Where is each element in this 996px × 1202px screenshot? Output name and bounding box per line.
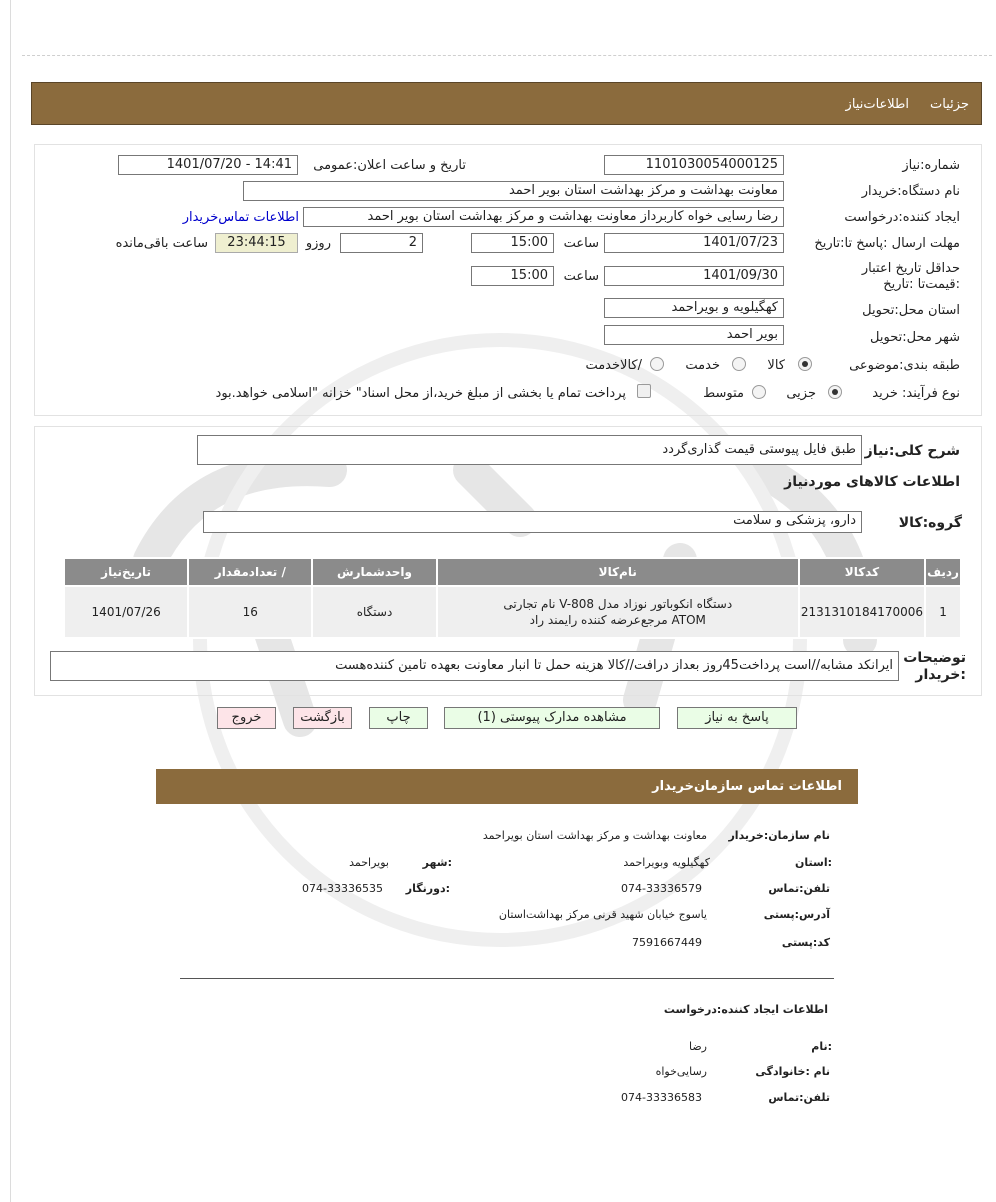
creator-phone-value: 074-33336583 (621, 1091, 702, 1104)
process-label: نوع فرآیند: خرید (872, 386, 960, 401)
details-header-bar (31, 82, 982, 125)
col-name: نام‌کالا (437, 558, 799, 586)
creator-name-value: رضا (688, 1040, 707, 1053)
col-date: تاریخ‌نیاز (64, 558, 188, 586)
contact-postal-label: کد:پستی (781, 936, 830, 949)
print-button[interactable]: چاپ (369, 707, 428, 729)
contact-city-label: :شهر (422, 856, 452, 869)
validity-label: حداقل تاریخ اعتبار :قیمت‌تا :تاریخ (861, 261, 960, 292)
contact-province-label: :استان (795, 856, 832, 869)
treasury-payment-checkbox[interactable] (637, 384, 651, 398)
attachments-button[interactable]: مشاهده مدارک پیوستی (1) (444, 707, 660, 729)
contact-postal-value: 7591667449 (632, 936, 702, 949)
contact-org-label: نام سازمان:خریدار (728, 829, 830, 842)
creator-phone-label: تلفن:تماس (768, 1091, 830, 1104)
category-both-label: /کالاخدمت (585, 358, 642, 373)
exit-button[interactable]: خروج (217, 707, 276, 729)
goods-table (63, 557, 962, 639)
creator-name-label: :نام (811, 1040, 832, 1053)
announce-label: تاریخ و ساعت اعلان:عمومی (313, 158, 466, 173)
process-medium-radio[interactable] (752, 385, 766, 399)
summary-field: طبق فایل پیوستی قیمت گذاری‌گردد (197, 435, 862, 465)
need-number-field: 1101030054000125 (604, 155, 784, 175)
deadline-time-field: 15:00 (471, 233, 554, 253)
buyer-contact-link[interactable]: اطلاعات تماس‌خریدار (182, 210, 299, 225)
remaining-time-display: 23:44:15 (215, 233, 298, 253)
process-small-label: جزیی (786, 386, 816, 401)
contact-address-label: آدرس:پستی (763, 908, 830, 921)
top-divider (22, 55, 992, 56)
days-label: روزو (305, 236, 331, 251)
process-small-radio[interactable] (828, 385, 842, 399)
category-label: طبقه بندی:موضوعی (849, 358, 960, 373)
process-medium-label: متوسط (703, 386, 744, 401)
cell-name-text: دستگاه انکوباتور نوزاد مدل V-808 نام تجارتی ATOM مرجع‌عرضه کننده رایمند راد (503, 597, 733, 627)
contact-province-value: کهگیلویه وبویراحمد (623, 856, 710, 869)
days-field: 2 (340, 233, 423, 253)
validity-time-label: ساعت (563, 269, 599, 284)
table-row (64, 586, 961, 638)
province-field: کهگیلویه و بویراحمد (604, 298, 784, 318)
cell-date: 1401/07/26 (64, 586, 188, 638)
category-service-label: خدمت (685, 358, 720, 373)
remaining-label: ساعت باقی‌مانده (115, 236, 208, 251)
col-unit: واحدشمارش (312, 558, 436, 586)
goods-table-header (64, 558, 961, 586)
announce-field: 1401/07/20 - 14:41 (118, 155, 298, 175)
category-goods-radio[interactable] (798, 357, 812, 371)
cell-code: 2131310184170006 (799, 586, 925, 638)
creator-field: رضا رسایی خواه کاربرداز معاونت بهداشت و مرکز بهداشت استان بویر احمد (303, 207, 784, 227)
city-label: شهر محل:تحویل (870, 330, 960, 345)
tab-need-info[interactable]: اطلاعات‌نیاز (845, 97, 909, 112)
creator-label: ایجاد کننده:درخواست (844, 210, 960, 225)
col-qty: / تعدادمقدار (188, 558, 312, 586)
buyer-notes-label: توضیحات :خریدار (903, 650, 966, 683)
contact-phone-label: تلفن:تماس (768, 882, 830, 895)
col-code: کدکالا (799, 558, 925, 586)
creator-family-value: رسایی‌خواه (655, 1065, 707, 1078)
buyer-notes-field: ایرانکد مشابه//است پرداخت45روز بعداز درافت//کالا هزینه حمل تا انبار معاونت بعهده تامین کننده‌هست (50, 651, 899, 681)
contact-fax-label: :دورنگار (405, 882, 450, 895)
city-field: بویر احمد (604, 325, 784, 345)
goods-group-label: گروه:کالا (898, 515, 962, 531)
deadline-time-label: ساعت (563, 236, 599, 251)
category-service-radio[interactable] (732, 357, 746, 371)
need-number-label: شماره:نیاز (902, 158, 960, 173)
contact-divider (180, 978, 834, 979)
deadline-label: مهلت ارسال :پاسخ تا:تاریخ (814, 236, 960, 251)
contact-org-value: معاونت بهداشت و مرکز بهداشت استان بویراحمد (482, 829, 707, 842)
tab-details[interactable]: جزئیات (930, 97, 969, 112)
reply-button[interactable]: پاسخ به نیاز (677, 707, 797, 729)
category-goods-label: کالا (767, 358, 785, 373)
validity-date-field: 1401/09/30 (604, 266, 784, 286)
province-label: استان محل:تحویل (862, 303, 960, 318)
cell-qty: 16 (188, 586, 312, 638)
creator-info-title: اطلاعات ایجاد کننده:درخواست (663, 1003, 828, 1016)
page-left-border (10, 0, 11, 1202)
contact-fax-value: 074-33336535 (302, 882, 383, 895)
goods-group-field: دارو، پزشکی و سلامت (203, 511, 862, 533)
contact-header-bar (156, 769, 858, 804)
contact-city-value: بویراحمد (349, 856, 389, 869)
treasury-payment-label: پرداخت تمام یا بخشی از مبلغ خرید،از محل اسناد" خزانه "اسلامی خواهد.بود (215, 386, 626, 401)
category-both-radio[interactable] (650, 357, 664, 371)
contact-address-value: یاسوج خیابان شهید قرنی مرکز بهداشت‌استان (498, 908, 707, 921)
col-row: ردیف (925, 558, 961, 586)
creator-family-label: نام :خانوادگی (755, 1065, 830, 1078)
goods-section-title: اطلاعات کالاهای موردنیاز (784, 474, 960, 490)
summary-label: شرح کلی:نیاز (864, 443, 960, 459)
cell-unit: دستگاه (312, 586, 436, 638)
cell-row: 1 (925, 586, 961, 638)
contact-title: اطلاعات تماس سازمان‌خریدار (652, 779, 842, 794)
buyer-org-label: نام دستگاه:خریدار (861, 184, 960, 199)
buyer-org-field: معاونت بهداشت و مرکز بهداشت استان بویر احمد (243, 181, 784, 201)
contact-phone-value: 074-33336579 (621, 882, 702, 895)
deadline-date-field: 1401/07/23 (604, 233, 784, 253)
back-button[interactable]: بازگشت (293, 707, 352, 729)
cell-name (437, 586, 799, 638)
validity-time-field: 15:00 (471, 266, 554, 286)
